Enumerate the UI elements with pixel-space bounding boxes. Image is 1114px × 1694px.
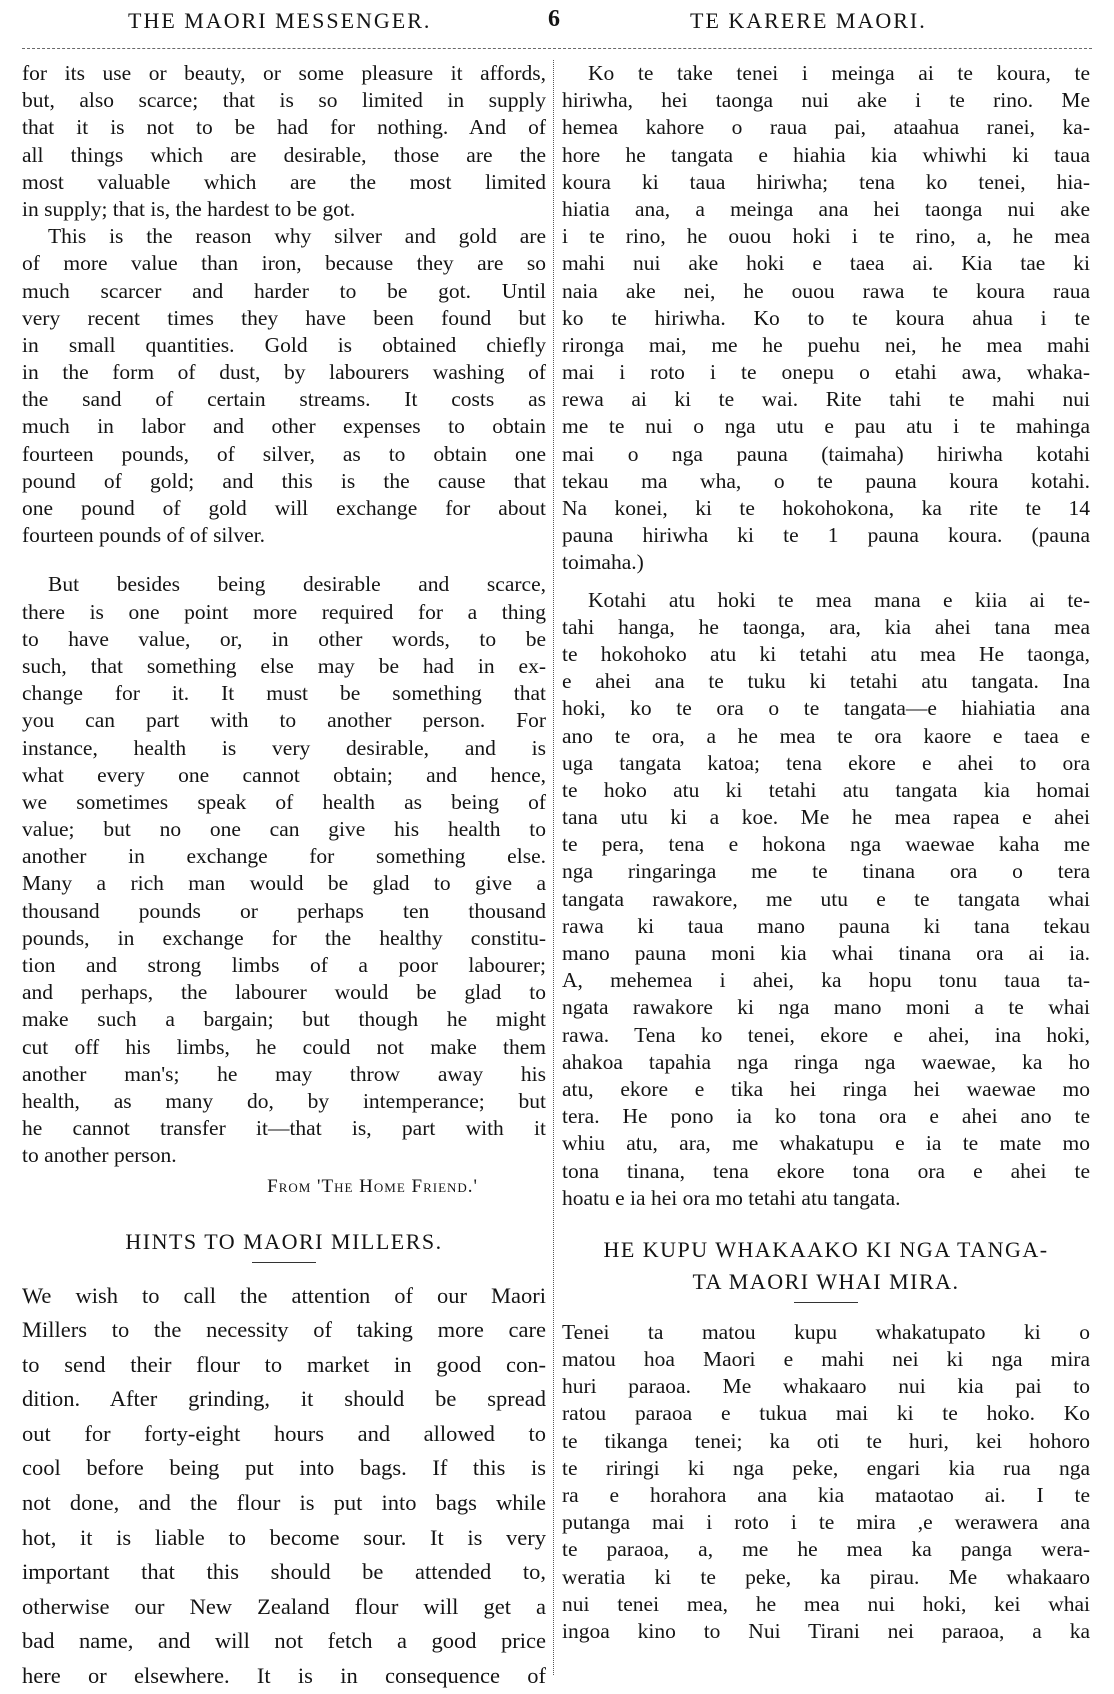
- text-line: Ko te take tenei i meinga ai te koura, te: [588, 61, 1090, 85]
- text-line: hiriwha, hei taonga nui ake i te rino. Me: [562, 88, 1090, 113]
- text-line: mahi nui ake hoki e taea ai. Kia tae ki: [562, 251, 1090, 276]
- text-line: here or elsewhere. It is in consequence of: [22, 1663, 546, 1689]
- text-line: of more value than iron, because they are so: [22, 251, 546, 276]
- header-rule: [22, 48, 1092, 49]
- text-line: for its use or beauty, or some pleasure it affords,: [22, 61, 546, 85]
- text-line: to have value, or, in other words, to be: [22, 626, 546, 651]
- text-line: te hoko atu ki tetahi atu tangata kia homai: [562, 777, 1090, 802]
- text-line: This is the reason why silver and gold are: [48, 224, 546, 249]
- text-line: tana utu ki a koe. Me he mea rapea e ahei: [562, 805, 1090, 830]
- text-line: Tenei ta matou kupu whakatupato ki o: [562, 1319, 1090, 1344]
- text-line: what every one cannot obtain; and hence,: [22, 762, 546, 787]
- text-line: te tikanga tenei; ka oti te huri, kei hohoro: [562, 1428, 1090, 1453]
- text-line: e ahei ana te tuku ki tetahi atu tangata. Ina: [562, 669, 1090, 694]
- text-line: there is one point more required for a thing: [22, 599, 546, 624]
- text-line: such, that something else may be had in ex-: [22, 653, 546, 678]
- text-line: ngata rawakore ki nga mano moni a te whai: [562, 995, 1090, 1020]
- text-line: hot, it is liable to become sour. It is very: [22, 1524, 546, 1550]
- text-line: pauna hiriwha ki te 1 pauna koura. (pauna: [562, 523, 1090, 548]
- text-line: cool before being put into bags. If this is: [22, 1455, 546, 1481]
- text-line: mano pauna moni kia whai tinana ora ai ia.: [562, 941, 1090, 965]
- text-line: putanga mai i roto i te mira ,e werawera ana: [562, 1510, 1090, 1535]
- text-line: whiu atu, ara, me whakatupu e ia te mate mo: [562, 1131, 1090, 1156]
- paragraph-koura-hiriwha: [562, 60, 1090, 577]
- text-line: to another person.: [22, 1143, 177, 1168]
- paragraph-silver-gold: [22, 223, 546, 549]
- text-line: very recent times they have been found but: [22, 305, 546, 330]
- text-line: Na konei, ki te hokohokona, ka rite te 14: [562, 496, 1090, 520]
- text-line: much in labor and other expenses to obtain: [22, 414, 546, 439]
- text-line: mai o nga pauna (taimaha) hiriwha kotahi: [562, 441, 1090, 466]
- text-line: dition. After grinding, it should be spread: [22, 1386, 546, 1412]
- text-line: ra e horahora ana kia mataotao ai. I te: [562, 1483, 1090, 1507]
- column-divider: [553, 60, 554, 1675]
- text-line: in the form of dust, by labourers washing of: [22, 360, 546, 385]
- text-line: all things which are desirable, those are the: [22, 142, 546, 167]
- text-line: tekau ma wha, o te pauna koura kotahi.: [562, 468, 1090, 493]
- text-line: weratia ki te peke, ka pirau. Me whakaaro: [562, 1564, 1090, 1589]
- text-line: tona tinana, tena ekore tona ora e ahei te: [562, 1158, 1090, 1183]
- text-line: huri paraoa. Me whakaaro nui kia pai to: [562, 1374, 1090, 1399]
- text-line: he cannot transfer it—that is, part with it: [22, 1116, 546, 1141]
- text-line: most valuable which are the most limited: [22, 169, 546, 194]
- text-line: ano te ora, a he mea te ora kaore e taea e: [562, 723, 1090, 748]
- text-line: te hokohoko atu ki tetahi atu mea He taonga,: [562, 641, 1090, 666]
- text-line: te paraoa, a, me he mea ka panga wera-: [562, 1537, 1090, 1562]
- text-line: ingoa kino to Nui Tirani nei paraoa, a ka: [562, 1618, 1090, 1643]
- text-line: nui tenei mea, he mea nui hoki, kei whai: [562, 1591, 1090, 1616]
- paragraph-gap: [22, 549, 546, 571]
- text-line: that it is not to be had for nothing. And of: [22, 115, 546, 140]
- text-line: rawa. Tena ko tenei, ekore e ahei, ina hoki,: [562, 1022, 1090, 1047]
- text-line: thousand pounds or perhaps ten thousand: [22, 898, 546, 923]
- text-line: hoatu e ia hei ora mo tetahi atu tangata.: [562, 1185, 901, 1210]
- article-heading-english: HINTS TO MAORI MILLERS.: [125, 1228, 443, 1254]
- text-line: A, mehemea i ahei, ka hopu tonu taua ta-: [562, 968, 1090, 993]
- newspaper-title-english: THE MAORI MESSENGER.: [128, 8, 432, 33]
- text-line: and perhaps, the labourer would be glad to: [22, 980, 546, 1005]
- text-line: te riringi ki nga peke, engari kia rua nga: [562, 1455, 1090, 1480]
- text-line: toimaha.): [562, 550, 644, 575]
- heading-rule: [794, 1302, 858, 1303]
- text-line: te pera, tena e hokona nga waewae kaha me: [562, 832, 1090, 857]
- text-line: much scarcer and harder to be got. Until: [22, 278, 546, 303]
- section-gap: [562, 1212, 1090, 1234]
- heading-rule: [252, 1262, 316, 1263]
- article-heading-maori-line1: HE KUPU WHAKAAKO KI NGA TANGA-: [603, 1236, 1049, 1262]
- source-credit: From 'The Home Friend.': [267, 1175, 478, 1197]
- text-line: pounds, in exchange for the healthy constitu-: [22, 925, 546, 950]
- text-line: value; but no one can give his health to: [22, 817, 546, 842]
- text-line: in small quantities. Gold is obtained chiefly: [22, 332, 546, 357]
- text-line: hore he tangata e hiahia kia whiwhi ki taua: [562, 142, 1090, 167]
- text-line: one pound of gold will exchange for about: [22, 496, 546, 520]
- text-line: hiatia ana, a meinga ana hei taonga nui ake: [562, 196, 1090, 221]
- text-line: Millers to the necessity of taking more care: [22, 1317, 546, 1343]
- text-line: ratou paraoa e tukua mai ki te hoko. Ko: [562, 1401, 1090, 1426]
- text-line: pound of gold; and this is the cause that: [22, 468, 546, 493]
- text-line: rewa ai ki te wai. Rite tahi te mahi nui: [562, 387, 1090, 412]
- text-line: tangata rawakore, me utu e te tangata whai: [562, 886, 1090, 911]
- text-line: important that this should be attended to,: [22, 1559, 546, 1585]
- text-line: instance, health is very desirable, and is: [22, 735, 546, 760]
- text-line: mai i roto i te onepu o etahi awa, whaka-: [562, 360, 1090, 385]
- text-line: nga ringaringa me te tinana ora o tera: [562, 859, 1090, 884]
- section-gap: [22, 1204, 546, 1226]
- text-line: you can part with to another person. For: [22, 708, 546, 733]
- text-line: ko te hiriwha. Ko to te koura ahua i te: [562, 305, 1090, 330]
- text-line: we sometimes speak of health as being of: [22, 789, 546, 814]
- text-line: tera. He pono ia ko tona ora e ahei ano te: [562, 1104, 1090, 1129]
- maori-column: [562, 60, 1090, 1645]
- paragraph-health-value: [22, 571, 546, 1169]
- paragraph-gap: [562, 577, 1090, 587]
- text-line: tion and strong limbs of a poor labourer;: [22, 953, 546, 977]
- text-line: the sand of certain streams. It costs as: [22, 387, 546, 412]
- text-line: another in exchange for something else.: [22, 844, 546, 869]
- text-line: cut off his limbs, he could not make them: [22, 1034, 546, 1059]
- text-line: hemea kahore o raua pai, ataahua ranei, ka-: [562, 115, 1090, 140]
- text-line: ahakoa tapahia nga ringa nga waewae, ka ho: [562, 1049, 1090, 1074]
- text-line: rironga mai, me he puehu nei, he mea mahi: [562, 332, 1090, 357]
- page-number: 6: [548, 6, 562, 32]
- text-line: koura ki taua hiriwha; tena ko tenei, hia-: [562, 169, 1090, 194]
- page-header: [0, 0, 1114, 44]
- text-line: naia ake nei, he ouou rawa te koura raua: [562, 278, 1090, 303]
- text-line: out for forty-eight hours and allowed to: [22, 1420, 546, 1446]
- article-body-maori: [562, 1319, 1090, 1645]
- text-line: in supply; that is, the hardest to be got.: [22, 196, 356, 221]
- text-line: me te nui o nga utu e pau atu i te mahinga: [562, 414, 1090, 439]
- text-line: atu, ekore e tika hei ringa hei waewae mo: [562, 1076, 1090, 1101]
- paragraph-value-limited-supply: [22, 60, 546, 223]
- text-line: But besides being desirable and scarce,: [48, 572, 546, 597]
- text-line: bad name, and will not fetch a good price: [22, 1628, 546, 1654]
- article-body-english: [22, 1279, 546, 1694]
- text-line: rawa ki taua mano pauna ki tana tekau: [562, 913, 1090, 938]
- text-line: fourteen pounds of of silver.: [22, 523, 266, 548]
- text-line: otherwise our New Zealand flour will get a: [22, 1593, 546, 1619]
- text-line: make such a bargain; but though he might: [22, 1007, 546, 1032]
- text-line: another man's; he may throw away his: [22, 1061, 546, 1086]
- text-line: uga tangata katoa; tena ekore e ahei to ora: [562, 750, 1090, 775]
- text-line: matou hoa Maori e mahi nei ki nga mira: [562, 1347, 1090, 1372]
- text-line: not done, and the flour is put into bags while: [22, 1490, 546, 1516]
- text-line: Kotahi atu hoki te mea mana e kiia ai te-: [588, 587, 1090, 612]
- english-column: [22, 60, 546, 1694]
- text-line: We wish to call the attention of our Maori: [22, 1282, 546, 1308]
- text-line: Many a rich man would be glad to give a: [22, 871, 546, 896]
- text-line: to send their flour to market in good con-: [22, 1351, 546, 1377]
- article-heading-maori-line2: TA MAORI WHAI MIRA.: [692, 1268, 960, 1294]
- text-line: tahi hanga, he taonga, ara, kia ahei tana mea: [562, 614, 1090, 639]
- newspaper-title-maori: TE KARERE MAORI.: [690, 8, 927, 33]
- text-line: i te rino, he ouou hoki i te rino, a, he mea: [562, 224, 1090, 249]
- text-line: change for it. It must be something that: [22, 681, 546, 706]
- text-line: but, also scarce; that is so limited in supply: [22, 88, 546, 113]
- text-line: hoki, ko te ora o te tangata—e hiahiatia ana: [562, 696, 1090, 721]
- text-line: health, as many do, by intemperance; but: [22, 1088, 546, 1113]
- paragraph-te-ora: [562, 587, 1090, 1212]
- text-line: fourteen pounds, of silver, as to obtain one: [22, 441, 546, 466]
